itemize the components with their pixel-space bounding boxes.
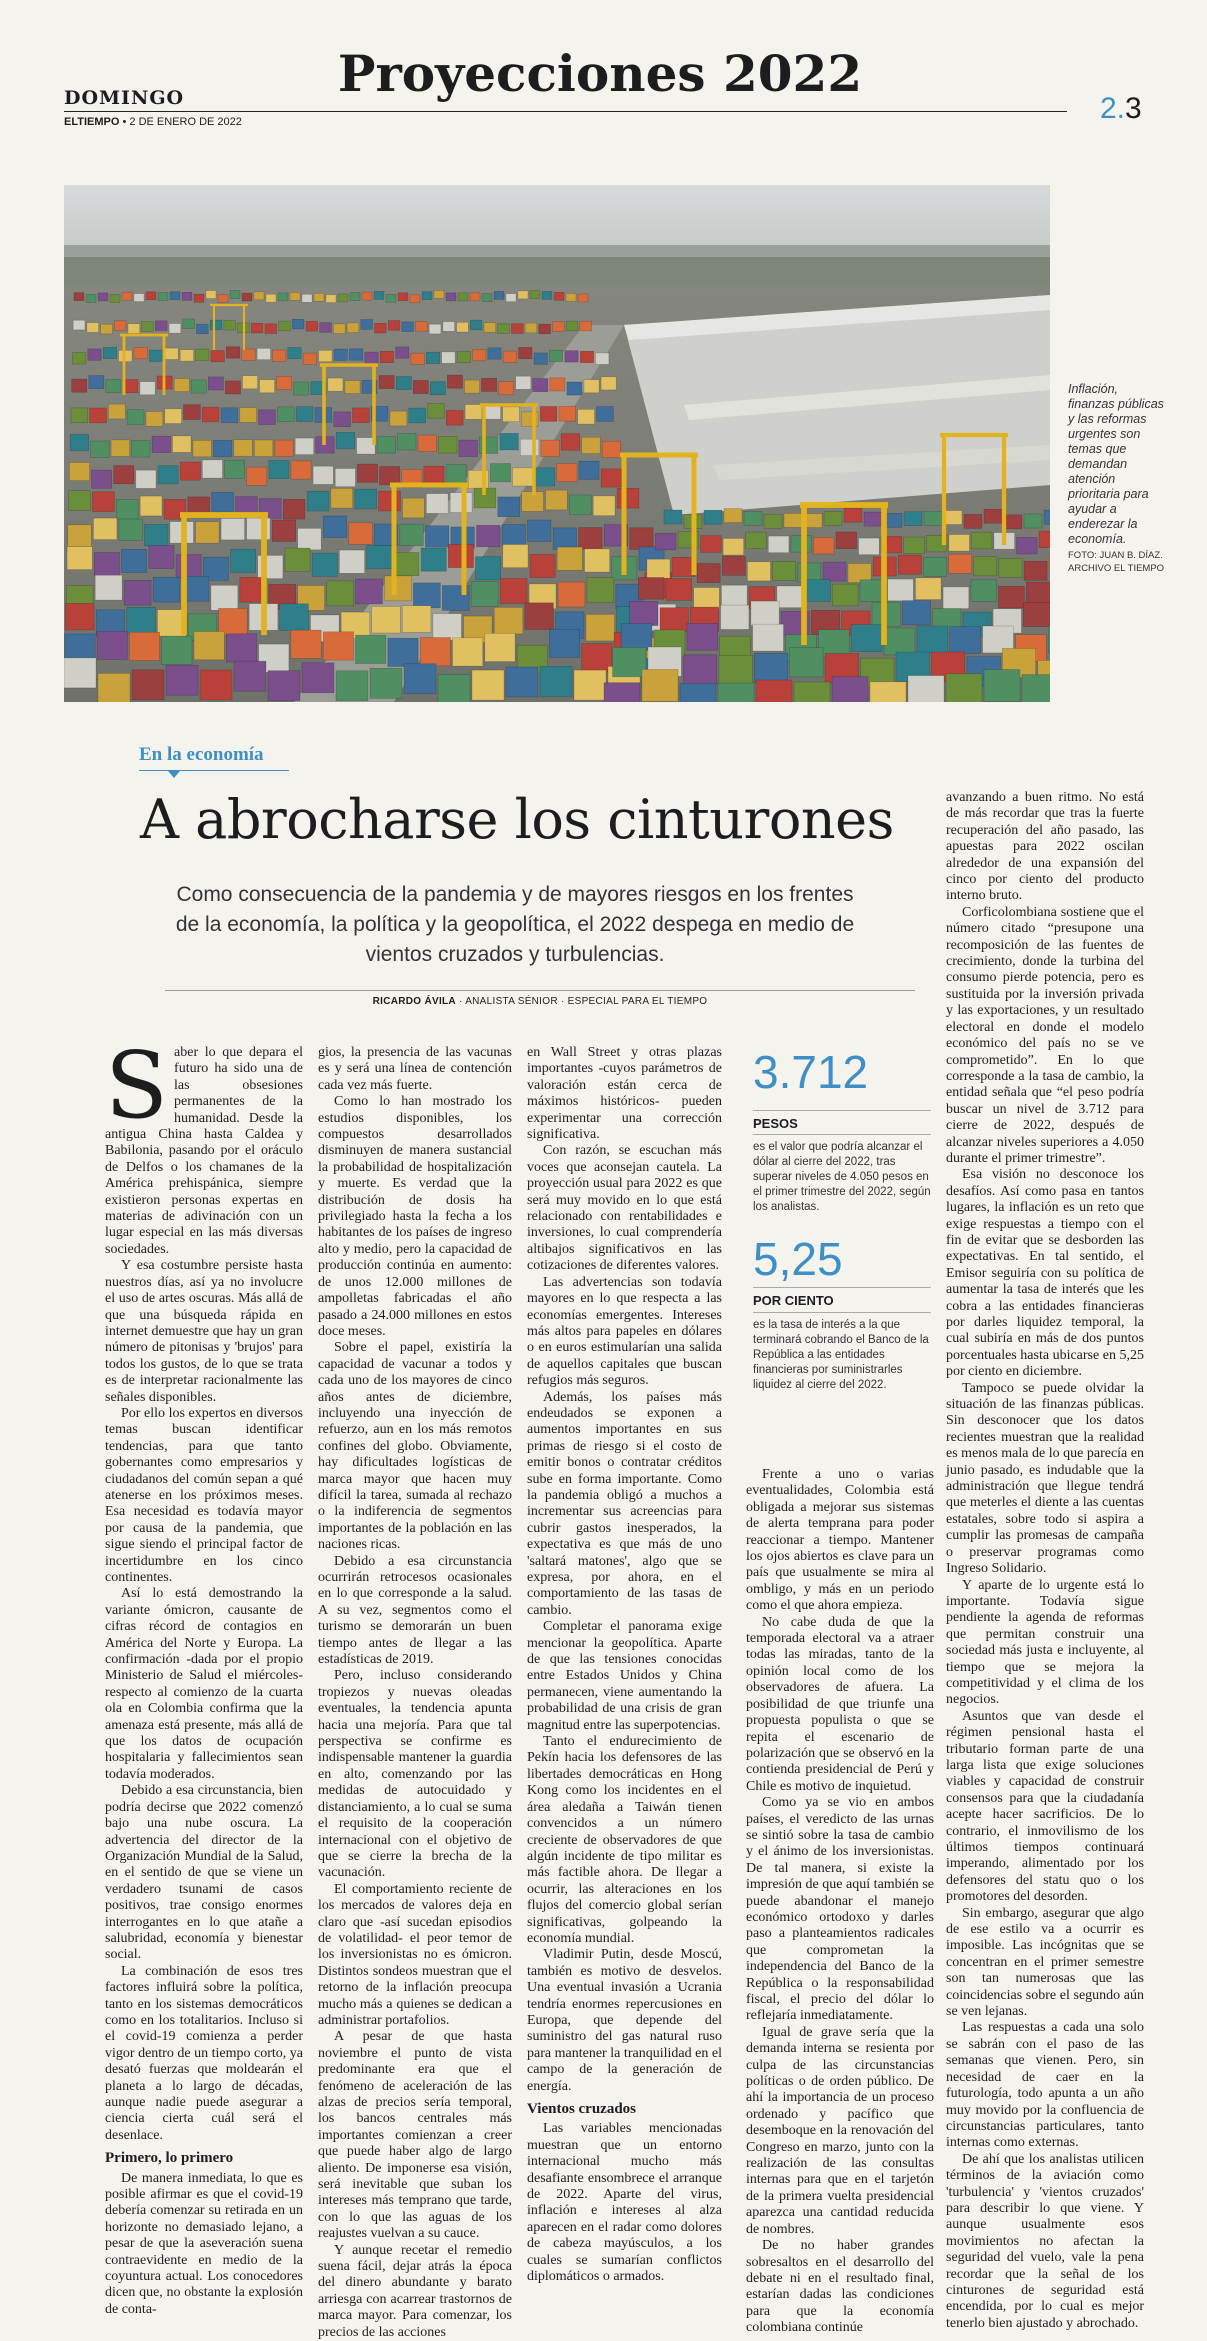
paragraph: De no haber grandes sobresaltos en el desarrollo del debate ni en el resultado final, estarían dadas las condiciones para que la economía colombiana continúe bbox=[746, 2238, 934, 2336]
paragraph: De ahí que los analistas utilicen términos de la aviación como 'turbulencia' y 'vientos cruzados' para describir lo que viene. Y aunque usualmente esos movimientos no afectan la seguridad del vuelo, vale la pena recordar que la señal de los cinturones de seguridad está encendida, por lo cual es mejor tenerlo bien ajustado y abrochado. bbox=[946, 2151, 1144, 2331]
article-column-2 bbox=[318, 1045, 512, 2340]
stat-1-label: PESOS bbox=[753, 1116, 798, 1131]
stat-2-rule-2 bbox=[753, 1312, 931, 1313]
stat-1-rule bbox=[753, 1110, 931, 1111]
paragraph: Como ya se vio en ambos países, el veredicto de las urnas se sintió sobre la tasa de cambio y el ánimo de los inversionistas. De tal manera, si existe la impresión de que aquí también se puede abandonar el manejo económico ortodoxo y darles paso a planteamientos radicales que comprometan la independencia del Banco de la República o la responsabilidad fiscal, el precio del dólar lo reflejaría inmediatamente. bbox=[746, 1795, 934, 2024]
paragraph: La combinación de esos tres factores influirá sobre la política, tanto en los sistemas democráticos como en los totalitarios. Incluso si el covid-19 comienza a perder vigor dentro de un tiempo corto, ya desató fuerzas que moldearán el planeta a lo largo de décadas, aunque nadie puede asegurar a ciencia cierta cuál será el desenlace. bbox=[105, 1963, 303, 2143]
article-dek: Como consecuencia de la pandemia y de mayores riesgos en los frentes de la economía, la política y la geopolítica, el 2022 despega en medio de vientos cruzados y turbulencias. bbox=[175, 883, 855, 966]
article-column-4 bbox=[746, 1467, 934, 2336]
paragraph: Con razón, se escuchan más voces que aconsejan cautela. La proyección usual para 2022 es que será muy movido en lo que está relacionado con rentabilidades e inversiones, lo cual comprendería altibajos significativos en las cotizaciones de diferentes valores. bbox=[527, 1143, 722, 1274]
paragraph: Pero, incluso considerando tropiezos y nuevas oleadas eventuales, la tendencia apunta hacia una mejoría. Para que tal perspectiva se confirme es indispensable mantener la guardia en alto, comenzando por las medidas de autocuidado y distanciamiento, a lo cual se suma el requisito de la cooperación internacional con el objetivo de que se cierre la brecha de la vacunación. bbox=[318, 1668, 512, 1881]
stat-2-value: 5,25 bbox=[753, 1233, 843, 1285]
subheading: Primero, lo primero bbox=[105, 2150, 234, 2167]
hero-photo bbox=[64, 185, 1050, 702]
paragraph: Corficolombiana sostiene que el número citado “presupone una recomposición de las fuentes de crecimiento, donde la turbina del consumo pierde potencia, pero es sustituida por la inversión privada y las exportaciones, y un resultado electoral en donde el modelo económico del país no se ve comprometido”. En lo que corresponde a la tasa de cambio, la entidad señala que “el peso podría buscar un nivel de 3.712 para cierre de 2022, después de alcanzar niveles superiores a 4.050 durante el primer trimestre”. bbox=[946, 904, 1144, 1166]
paragraph: No cabe duda de que la temporada electoral va a atraer todas las miradas, tanto de la opinión local como de los observadores de afuera. La posibilidad de que triunfe una propuesta populista o que se repita el escenario de polarización que se observó en la contienda presidencial de Perú y Chile es motivo de inquietud. bbox=[746, 1614, 934, 1794]
page-title: Proyecciones 2022 bbox=[337, 44, 863, 103]
photo-credit: FOTO: JUAN B. DÍAZ. ARCHIVO EL TIEMPO bbox=[1068, 550, 1165, 574]
paragraph: Tampoco se puede olvidar la situación de las finanzas públicas. Sin desconocer que los datos recientes muestran que la realidad es menos mala de lo que parecía en junio pasado, es indudable que la administración que llegue tendrá que meterles el diente a las cuentas estatales, sobre todo si aspira a cumplir las promesas de campaña o preservar programas como Ingreso Solidario. bbox=[946, 1380, 1144, 1577]
page-num: 3 bbox=[1125, 92, 1142, 125]
paragraph: Debido a esa circunstancia, bien podría decirse que 2022 comenzó bajo una nube oscura. La advertencia del director de la Organización Mundial de la Salud, en el sentido de que se viene un verdadero tsunami de casos positivos, trae consigo enormes interrogantes en lo que atañe a salubridad, economía y bienestar social. bbox=[105, 1783, 303, 1963]
kicker-underline bbox=[139, 770, 289, 771]
kicker-pointer bbox=[168, 771, 180, 778]
issue-line: ELTIEMPO • 2 DE ENERO DE 2022 bbox=[64, 116, 242, 128]
paragraph: Tanto el endurecimiento de Pekín hacia los defensores de las libertades democráticas en Hong Kong como los incidentes en el área aledaña a Taiwán tienen convencidos a un número creciente de observadores de que algún incidente de tipo militar es más factible ahora. De llegar a ocurrir, las alteraciones en los flujos del comercio global serían significativas, golpeando la economía mundial. bbox=[527, 1734, 722, 1946]
paragraph: Así lo está demostrando la variante ómicron, causante de cifras récord de contagios en América del Norte y Europa. La confirmación -dada por el propio Ministerio de Salud el miércoles- respecto al comienzo de la cuarta ola en Colombia confirma que la amenaza está presente, más allá de que los datos de ocupación hospitalaria y fallecimientos sean todavía moderados. bbox=[105, 1586, 303, 1782]
article-column-3 bbox=[527, 1045, 722, 2285]
section-kicker: En la economía bbox=[139, 744, 264, 765]
paragraph: en Wall Street y otras plazas importantes -cuyos parámetros de valoración están cerca de máximos históricos- pueden experimentar una corrección significativa. bbox=[527, 1045, 722, 1143]
issue-date: 2 DE ENERO DE 2022 bbox=[129, 116, 242, 128]
paragraph: Y aparte de lo urgente está lo importante. Todavía sigue pendiente la agenda de reformas que permitan construir una sociedad más justa e incluyente, al tiempo que se mejora la competitividad y el clima de los negocios. bbox=[946, 1577, 1144, 1708]
subheading: Vientos cruzados bbox=[527, 2101, 637, 2117]
paragraph: gios, la presencia de las vacunas es y será una línea de contención cada vez más fuerte. bbox=[318, 1045, 512, 1093]
header-rule bbox=[64, 111, 1067, 112]
section-day: DOMINGO bbox=[64, 87, 185, 109]
stat-2-label: POR CIENTO bbox=[753, 1293, 834, 1308]
paragraph: Frente a uno o varias eventualidades, Colombia está obligada a mejorar sus sistemas de alerta temprana para poder reaccionar a tiempo. Mantener los ojos abiertos es clave para un país que usualmente se mira al ombligo, y más en un periodo como el que ahora empieza. bbox=[746, 1467, 934, 1614]
byline-author: RICARDO ÁVILA bbox=[372, 996, 456, 1007]
stat-1-text: es el valor que podría alcanzar el dólar al cierre del 2022, tras superar niveles de 4.050 pesos en el primer trimestre del 2022, según los analistas. bbox=[753, 1141, 931, 1213]
article-column-1 bbox=[105, 1032, 303, 2317]
paragraph: Además, los países más endeudados se exponen a aumentos importantes en sus primas de riesgo si el costo de emitir bonos o contratar créditos sube en forma importante. Como la pandemia obligó a muchos a incrementar sus acreencias para cubrir gastos inesperados, la expectativa es que más de uno 'saltará matones', algo que se expresa, por ahora, en el comportamiento de las tasas de cambio. bbox=[527, 1389, 722, 1618]
paragraph: Por ello los expertos en diversos temas buscan identificar tendencias, para que tanto gobernantes como empresarios y ciudadanos del común sepan a qué atenerse en los próximos meses. Esa necesidad es todavía mayor por causa de la pandemia, que sigue siendo el principal factor de incertidumbre en los cinco continentes. bbox=[105, 1405, 303, 1585]
paragraph: Esa visión no desconoce los desafíos. Así como pasa en tantos lugares, la inflación es un reto que exige respuestas a tiempo con el fin de evitar que se desborden las expectativas. En tal sentido, el Emisor seguiría con su política de aumentar la tasa de interés que les cobra a las entidades financieras por darles liquidez temporal, la cual subiría en más de dos puntos porcentuales hasta ubicarse en 5,25 por ciento en diciembre. bbox=[946, 1167, 1144, 1380]
paragraph: Completar el panorama exige mencionar la geopolítica. Aparte de que las tensiones conocidas entre Estados Unidos y China permanecen, viene aumentando la probabilidad de una crisis de gran magnitud entre las superpotencias. bbox=[527, 1619, 722, 1733]
byline bbox=[165, 996, 915, 1007]
article-column-5 bbox=[946, 790, 1144, 2331]
page-number bbox=[1100, 92, 1142, 126]
page-section: 2. bbox=[1100, 92, 1126, 125]
paragraph: Igual de grave sería que la demanda interna se resienta por culpa de las circunstancias políticas o de orden público. De ahí la importancia de un proceso ordenado y pacífico que desemboque en la renovación del Congreso en marzo, junto con la realización de las consultas internas para que en el tarjetón de la primera vuelta presidencial aparezca una cantidad reducida de nombres. bbox=[746, 2024, 934, 2237]
drop-cap: S bbox=[105, 1032, 169, 1139]
paragraph: El comportamiento reciente de los mercados de valores deja en claro que -así sucedan episodios de volatilidad- el peor temor de los inversionistas no es ómicron. Distintos sondeos muestran que el retorno de la inflación preocupa mucho más a quienes se dedican a administrar portafolios. bbox=[318, 1881, 512, 2028]
paragraph: Sin embargo, asegurar que algo de ese estilo va a ocurrir es imposible. Las incógnitas que se concentran en el primer semestre son tan numerosas que las coincidencias sobre el segundo aún se ven lejanas. bbox=[946, 1905, 1144, 2020]
paragraph: Sobre el papel, existiría la capacidad de vacunar a todos y cada uno de los mayores de cinco años antes de diciembre, incluyendo una inyección de refuerzo, aun en los más remotos confines del globo. Obviamente, hay dificultades logísticas de marca mayor que hacen muy difícil la tarea, sumada al rechazo o la indiferencia de segmentos importantes de la población en las naciones ricas. bbox=[318, 1340, 512, 1553]
paragraph: Y aunque recetar el remedio suena fácil, dejar atrás la época del dinero abundante y barato arriesga con acarrear trastornos de marca mayor. Para comenzar, los precios de las acciones bbox=[318, 2242, 512, 2340]
paragraph: Asuntos que van desde el régimen pensional hasta el tributario forman parte de una larga lista que exige soluciones viables y capacidad de construir consensos para que la ciudadanía acepte hacer sacrificios. De lo contrario, el inmovilismo de los últimos tiempos continuará imperando, alimentado por los defensores del statu quo o los promotores del desorden. bbox=[946, 1708, 1144, 1905]
paragraph bbox=[105, 1032, 303, 1258]
stat-1-value: 3.712 bbox=[753, 1046, 869, 1098]
article-headline: A abrocharse los cinturones bbox=[140, 788, 894, 851]
port-photo-illustration bbox=[64, 185, 1050, 702]
stat-1-rule-2 bbox=[753, 1134, 931, 1135]
paragraph: Las respuestas a cada una solo se sabrán con el paso de las semanas que vienen. Pero, sin necesidad de caer en la futurología, todo apunta a un año muy movido por la confluencia de circunstancias particulares, tanto internas como externas. bbox=[946, 2020, 1144, 2151]
paragraph-text: aber lo que depara el futuro ha sido una de las obsesiones permanentes de la humanidad. Desde la antigua China hasta Caldea y Babilonia, pasando por el oráculo de Delfos o los chamanes de la América prehispánica, siempre existieron personas expertas en materias de adivinación con un lugar especial en las más diversas sociedades. bbox=[105, 1045, 303, 1257]
byline-rule bbox=[165, 990, 915, 991]
paragraph: Las variables mencionadas muestran que un entorno internacional mucho más desafiante ensombrece el arranque de 2022. Aparte del virus, inflación e intereses al alza aparecen en el radar como dolores de cabeza mayúsculos, a los cuales se sumarían conflictos diplomáticos o armados. bbox=[527, 2121, 722, 2285]
publication-name: ELTIEMPO bbox=[64, 116, 120, 128]
paragraph: Y esa costumbre persiste hasta nuestros días, así ya no involucre el uso de artes oscuras. Más allá de que una búsqueda rápida en internet demuestre que hay un gran número de pitonisas y 'brujos' para todos los gustos, de lo que se trata es de interpretar racionalmente las señales disponibles. bbox=[105, 1258, 303, 1405]
paragraph: avanzando a buen ritmo. No está de más recordar que tras la fuerte recuperación del año pasado, las apuestas para 2022 oscilan alrededor de una expansión del cinco por ciento del producto interno bruto. bbox=[946, 790, 1144, 904]
stat-2-rule bbox=[753, 1287, 931, 1288]
paragraph: A pesar de que hasta noviembre el punto de vista predominante era que el fenómeno de aceleración de las alzas de precios sería temporal, los bancos centrales más importantes comienzan a creer que puede haber algo de largo aliento. De imponerse esa visión, será inevitable que suban los intereses más temprano que tarde, con lo que las aguas de los reajustes vuelvan a su cauce. bbox=[318, 2029, 512, 2242]
paragraph: De manera inmediata, lo que es posible afirmar es que el covid-19 debería comenzar su retirada en un horizonte no demasiado lejano, a pesar de que la aseveración suena contraevidente en medio de la coyuntura actual. Los conocedores dicen que, no obstante la explosión de conta- bbox=[105, 2170, 303, 2317]
photo-caption: Inflación, finanzas públicas y las reformas urgentes son temas que demandan atención prioritaria para ayudar a enderezar la economía. bbox=[1068, 382, 1164, 546]
paragraph: Debido a esa circunstancia ocurrirán retrocesos ocasionales en lo que corresponde a la salud. A su vez, segmentos como el turismo se demorarán un buen tiempo antes de llegar a las estadísticas de 2019. bbox=[318, 1553, 512, 1668]
paragraph: Las advertencias son todavía mayores en lo que respecta a las economías emergentes. Intereses más altos para papeles en dólares o en euros estimularían una salida de aquellos capitales que buscan refugios más seguros. bbox=[527, 1274, 722, 1389]
paragraph: Como lo han mostrado los estudios disponibles, los compuestos desarrollados disminuyen de manera sustancial la probabilidad de hospitalización y muerte. Es verdad que la distribución de dosis ha privilegiado hasta la fecha a los habitantes de los países de ingreso alto y medio, pero la capacidad de producción continúa en aumento: de unos 12.000 millones de ampolletas fabricadas el año pasado a 24.000 millones en estos doce meses. bbox=[318, 1094, 512, 1339]
stat-2-text: es la tasa de interés a la que terminará cobrando el Banco de la República a las entidades financieras por suministrarles liquidez al cierre del 2022. bbox=[753, 1319, 929, 1391]
paragraph: Vladimir Putin, desde Moscú, también es motivo de desvelos. Una eventual invasión a Ucrania tendría enormes repercusiones en Europa, que depende del suministro del gas natural ruso para mantener la tranquilidad en el campo de la generación de energía. bbox=[527, 1947, 722, 2094]
byline-role: · ANALISTA SÉNIOR · ESPECIAL PARA EL TIEMPO bbox=[455, 996, 708, 1007]
